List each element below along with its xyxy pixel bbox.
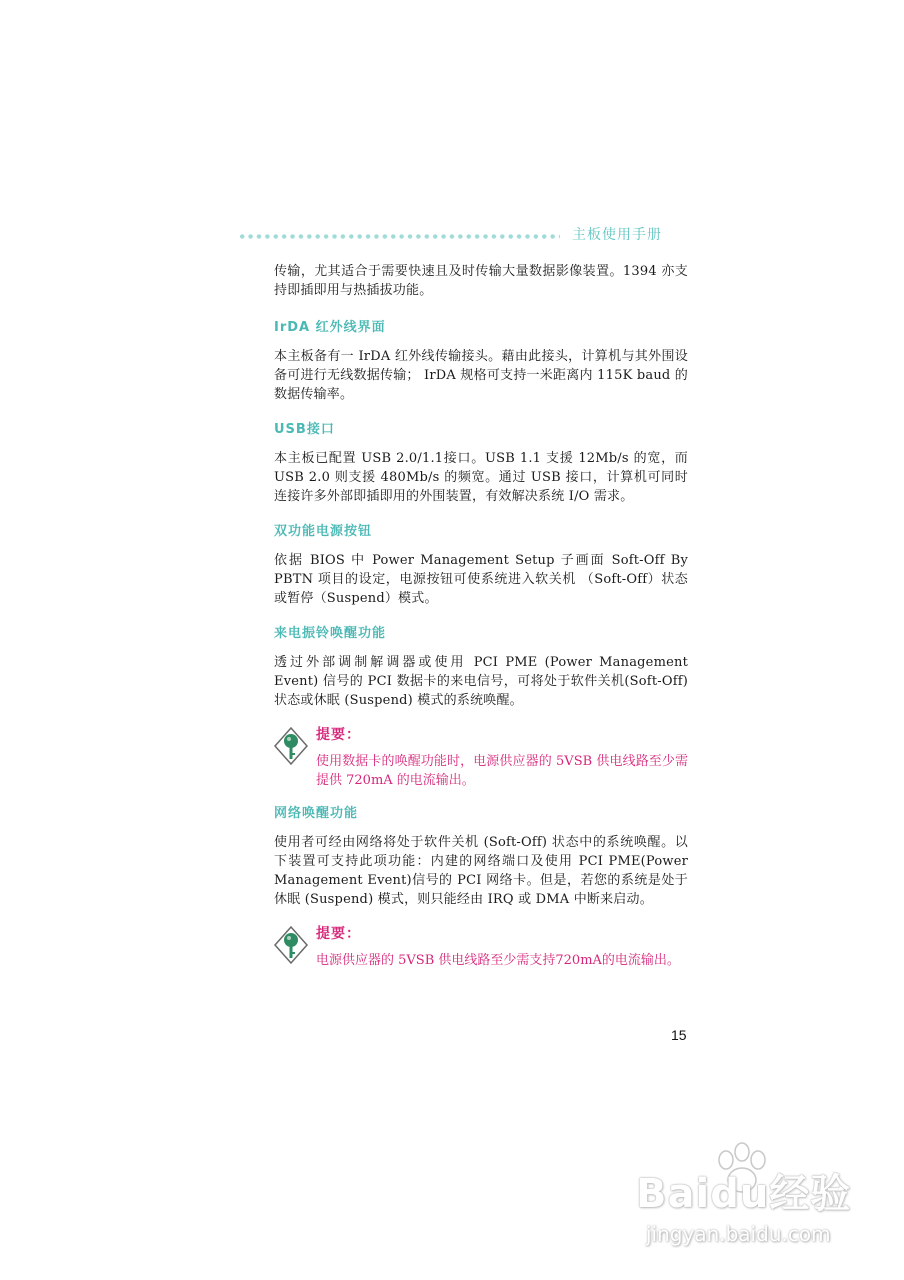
irda-body: 本主板备有一 IrDA 红外线传输接头。藉由此接头，计算机与其外围设备可进行无线数据传输； IrDA 规格可支持一米距离内 115K baud 的数据传输率。 bbox=[274, 349, 688, 402]
usb-heading: USB接口 bbox=[274, 422, 335, 437]
watermark-url: jingyan.baidu.com bbox=[646, 1222, 831, 1246]
lan-wake-body: 使用者可经由网络将处于软件关机 (Soft-Off) 状态中的系统唤醒。以下装置可支持此项功能：内建的网络端口及使用 PCI PME(Power Management Event)信号的 PCI 网络卡。但是，若您的系统是处于休眠 (Suspend) 模式，则只能经由 IRQ 或 DMA 中断来启动。 bbox=[274, 835, 688, 907]
lan-wake-note-label: 提要： bbox=[316, 926, 361, 942]
page-content bbox=[274, 262, 688, 970]
key-note-icon bbox=[271, 923, 311, 967]
power-button-body: 依据 BIOS 中 Power Management Setup 子画面 Soft-Off By PBTN 项目的设定，电源按钮可使系统进入软关机 （Soft-Off）状态或暂停（Suspend）模式。 bbox=[274, 553, 688, 606]
ring-wake-body: 透过外部调制解调器或使用 PCI PME (Power Management Event) 信号的 PCI 数据卡的来电信号，可将处于软件关机(Soft-Off) 状态或休眠 (Suspend) 模式的系统唤醒。 bbox=[274, 655, 688, 708]
page-number: 15 bbox=[671, 1027, 687, 1043]
baidu-watermark bbox=[636, 1142, 876, 1272]
lan-wake-heading: 网络唤醒功能 bbox=[274, 806, 359, 821]
lan-wake-note bbox=[274, 923, 688, 970]
intro-paragraph: 传输，尤其适合于需要快速且及时传输大量数据影像装置。1394 亦支持即插即用与热插拔功能。 bbox=[274, 264, 688, 298]
header-title: 主板使用手册 bbox=[572, 227, 662, 243]
header-dotted-rule bbox=[238, 234, 560, 239]
ring-wake-note-text: 使用数据卡的唤醒功能时，电源供应器的 5VSB 供电线路至少需提供 720mA 的电流输出。 bbox=[316, 754, 688, 788]
usb-body: 本主板已配置 USB 2.0/1.1接口。USB 1.1 支援 12Mb/s 的宽，而 USB 2.0 则支援 480Mb/s 的频宽。通过 USB 接口，计算机可同时连接许多外部即插即用的外围装置，有效解决系统 I/O 需求。 bbox=[274, 451, 688, 504]
key-note-icon bbox=[271, 724, 311, 768]
irda-heading: IrDA 红外线界面 bbox=[274, 320, 386, 335]
ring-wake-note-label: 提要： bbox=[316, 727, 361, 743]
ring-wake-note bbox=[274, 724, 688, 790]
watermark-logo-text: Baidu经验 bbox=[636, 1171, 852, 1217]
lan-wake-note-text: 电源供应器的 5VSB 供电线路至少需支持720mA的电流输出。 bbox=[316, 953, 680, 968]
ring-wake-heading: 来电振铃唤醒功能 bbox=[274, 626, 387, 641]
power-button-heading: 双功能电源按钮 bbox=[274, 524, 373, 539]
